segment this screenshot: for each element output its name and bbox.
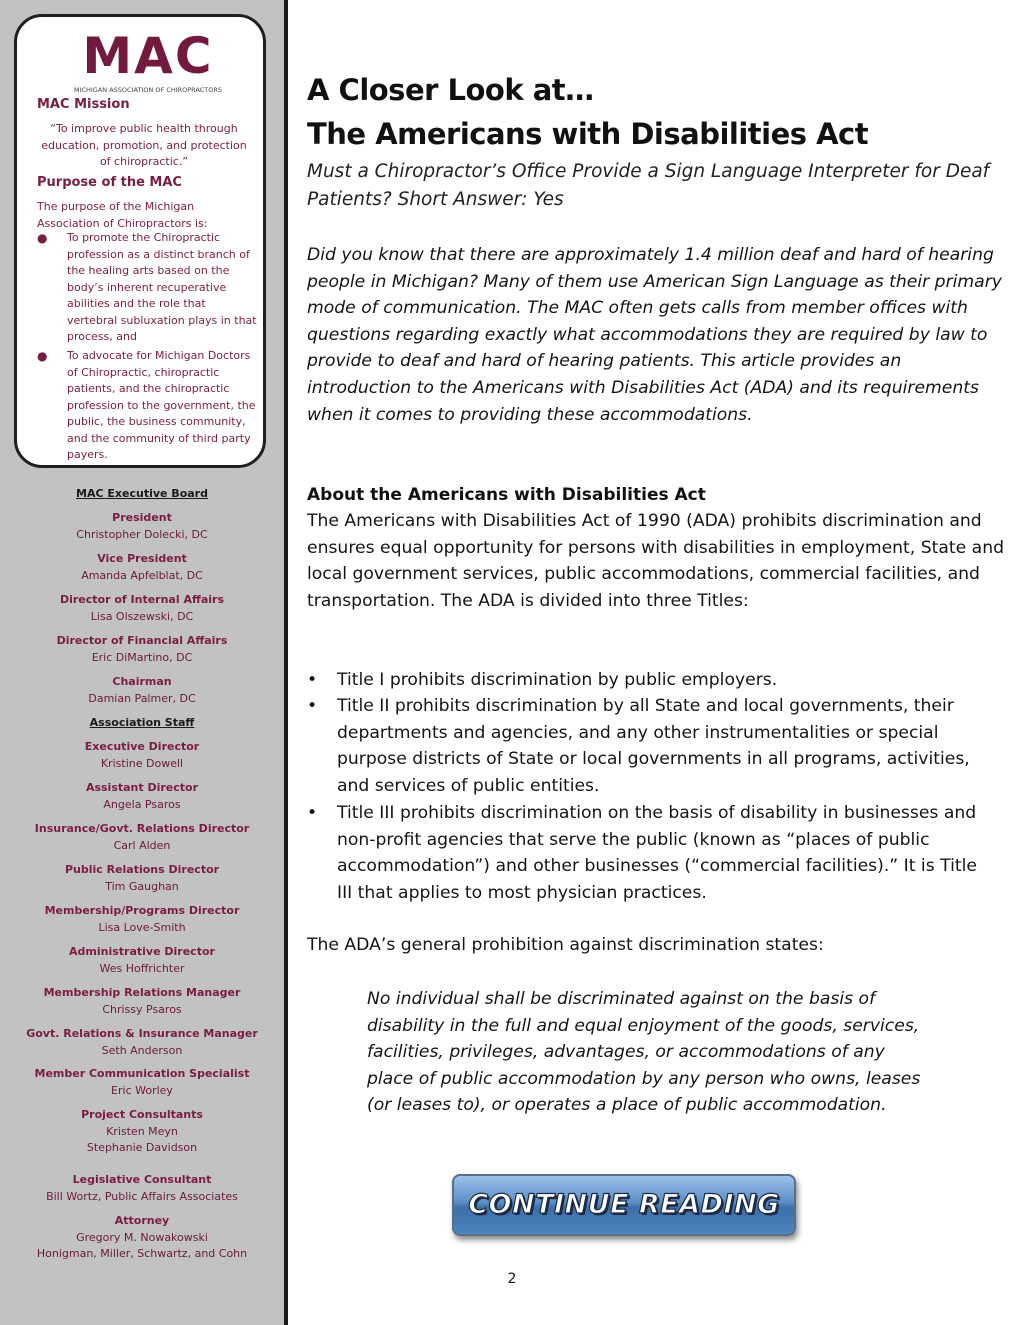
- board-member: [0, 551, 284, 584]
- member-name: Eric Worley: [111, 1083, 173, 1097]
- member-title: Director of Internal Affairs: [59, 593, 225, 606]
- member-name: Christopher Dolecki, DC: [76, 527, 208, 541]
- member-name: Honigman, Miller, Schwartz, and Cohn: [36, 1247, 248, 1260]
- bullet-icon: ●: [37, 231, 48, 245]
- member-title: Attorney: [114, 1214, 170, 1227]
- staff-member: [0, 1213, 284, 1263]
- member-title: Assistant Director: [85, 781, 199, 794]
- member-name: Seth Anderson: [101, 1043, 183, 1057]
- member-name: Angela Psaros: [103, 797, 181, 811]
- bullet-icon: ●: [37, 349, 48, 363]
- staff-member: [0, 903, 284, 936]
- bullet-text: Title I prohibits discrimination by public employers.: [337, 670, 778, 690]
- bullet-icon: •: [307, 803, 318, 823]
- title-line-2: The Americans with Disabilities Act: [307, 117, 869, 151]
- page-number: 2: [507, 1271, 517, 1287]
- mission-heading: MAC Mission: [37, 97, 130, 112]
- sidebar: [0, 0, 284, 1325]
- purpose-intro: The purpose of the Michigan Association of Chiropractors is:: [37, 200, 208, 230]
- member-name: Kristen Meyn: [106, 1124, 178, 1138]
- board-member: [0, 674, 284, 707]
- member-name: Kristine Dowell: [100, 756, 184, 770]
- purpose-item-text: To promote the Chiropractic profession as a distinct branch of the healing arts based on the body’s inherent recuperative abilities and the role that vertebral subluxation plays in that process, and: [67, 231, 257, 343]
- member-title: Project Consultants: [81, 1108, 203, 1121]
- bullet-icon: •: [307, 670, 318, 690]
- staff-member: [0, 944, 284, 977]
- staff-member: [0, 862, 284, 895]
- mission-box: [14, 14, 266, 468]
- staff-member: [0, 780, 284, 813]
- about-paragraph: The Americans with Disabilities Act of 1990 (ADA) prohibits discrimination and ensures equal opportunity for persons with disabilities in employment, State and local government services, public accommodations, commercial facilities, and transportation. The ADA is divided into three Titles:: [307, 511, 1004, 611]
- member-name: Chrissy Psaros: [102, 1002, 182, 1016]
- member-title: Director of Financial Affairs: [56, 634, 228, 647]
- prohibition-intro: The ADA’s general prohibition against discrimination states:: [307, 935, 824, 955]
- staff-member: [0, 821, 284, 854]
- staff-member: [0, 1107, 284, 1157]
- continue-reading-button[interactable]: [452, 1174, 796, 1236]
- board-member: [0, 592, 284, 625]
- intro-paragraph: Did you know that there are approximately 1.4 million deaf and hard of hearing people in Michigan? Many of them use American Sign Language as their primary mode of communication. The MAC often gets calls from member offices with questions regarding exactly what accommodations they are required by law to provide to deaf and hard of hearing patients. This article provides an introduction to the Americans with Disabilities Act (ADA) and its requirements when it comes to providing these accommodations.: [307, 245, 1002, 425]
- section-heading: About the Americans with Disabilities Act: [307, 485, 706, 505]
- board-member: [0, 633, 284, 666]
- staff-member: [0, 739, 284, 772]
- bullet-text: Title II prohibits discrimination by all State and local governments, their departments and agencies, and any other instrumentalities or special purpose districts of State or local governments in all programs, activities, and services of public entities.: [337, 696, 970, 796]
- purpose-item-text: To advocate for Michigan Doctors of Chiropractic, chiropractic patients, and the chiropractic profession to the government, the public, the business community, and the community of third party payers.: [67, 349, 256, 461]
- member-name: Carl Alden: [113, 838, 171, 852]
- member-name: Eric DiMartino, DC: [91, 650, 193, 664]
- mac-logo: [65, 29, 231, 97]
- member-title: Vice President: [97, 552, 187, 565]
- bullet-icon: •: [307, 696, 318, 716]
- member-title: President: [112, 511, 172, 524]
- title-line-1: A Closer Look at…: [307, 73, 594, 107]
- member-title: Member Communication Specialist: [34, 1067, 250, 1080]
- member-title: Membership Relations Manager: [43, 986, 241, 999]
- member-title: Administrative Director: [69, 945, 215, 958]
- logo-tagline: MICHIGAN ASSOCIATION OF CHIROPRACTORS: [73, 86, 223, 94]
- member-title: Legislative Consultant: [72, 1173, 212, 1186]
- board-heading: MAC Executive Board: [76, 487, 208, 500]
- logo-text: MAC: [82, 27, 214, 85]
- member-title: Insurance/Govt. Relations Director: [34, 822, 250, 835]
- mission-text: “To improve public health through education, promotion, and protection of chiropractic.”: [41, 122, 247, 168]
- member-name: Gregory M. Nowakowski: [76, 1230, 208, 1244]
- staff-heading: Association Staff: [89, 716, 195, 729]
- article-subtitle: Must a Chiropractor’s Office Provide a Sign Language Interpreter for Deaf Patients? Short Answer: Yes: [307, 161, 990, 210]
- staff-member: [0, 1172, 284, 1205]
- staff-member: [0, 1026, 284, 1059]
- article-title: [307, 68, 1007, 156]
- staff-member: [0, 1066, 284, 1099]
- member-title: Executive Director: [84, 740, 200, 753]
- member-title: Membership/Programs Director: [44, 904, 240, 917]
- continue-reading-label: CONTINUE READING: [468, 1189, 780, 1220]
- staff-member: [0, 985, 284, 1018]
- ada-quote: No individual shall be discriminated against on the basis of disability in the full and equal enjoyment of the goods, services, facilities, privileges, advantages, or accommodations of any place of public accommodation by any person who owns, leases (or leases to), or operates a place of public accommodation.: [367, 989, 921, 1116]
- member-name: Tim Gaughan: [105, 879, 179, 893]
- member-name: Lisa Love-Smith: [98, 920, 186, 934]
- member-name: Stephanie Davidson: [86, 1141, 198, 1154]
- member-name: Damian Palmer, DC: [88, 691, 196, 705]
- member-title: Govt. Relations & Insurance Manager: [26, 1027, 258, 1040]
- member-title: Public Relations Director: [64, 863, 220, 876]
- member-title: Chairman: [112, 675, 172, 688]
- sidebar-divider: [284, 0, 288, 1325]
- board-member: [0, 510, 284, 543]
- member-name: Bill Wortz, Public Affairs Associates: [46, 1189, 238, 1203]
- member-name: Wes Hoffrichter: [99, 961, 185, 975]
- member-name: Lisa Olszewski, DC: [90, 609, 194, 623]
- member-name: Amanda Apfelblat, DC: [81, 568, 203, 582]
- purpose-heading: Purpose of the MAC: [37, 175, 182, 190]
- bullet-text: Title III prohibits discrimination on the basis of disability in businesses and non-profit agencies that serve the public (known as “places of public accommodation”) and other businesses (“commercial facilities).” It is Title III that applies to most physician practices.: [337, 803, 977, 903]
